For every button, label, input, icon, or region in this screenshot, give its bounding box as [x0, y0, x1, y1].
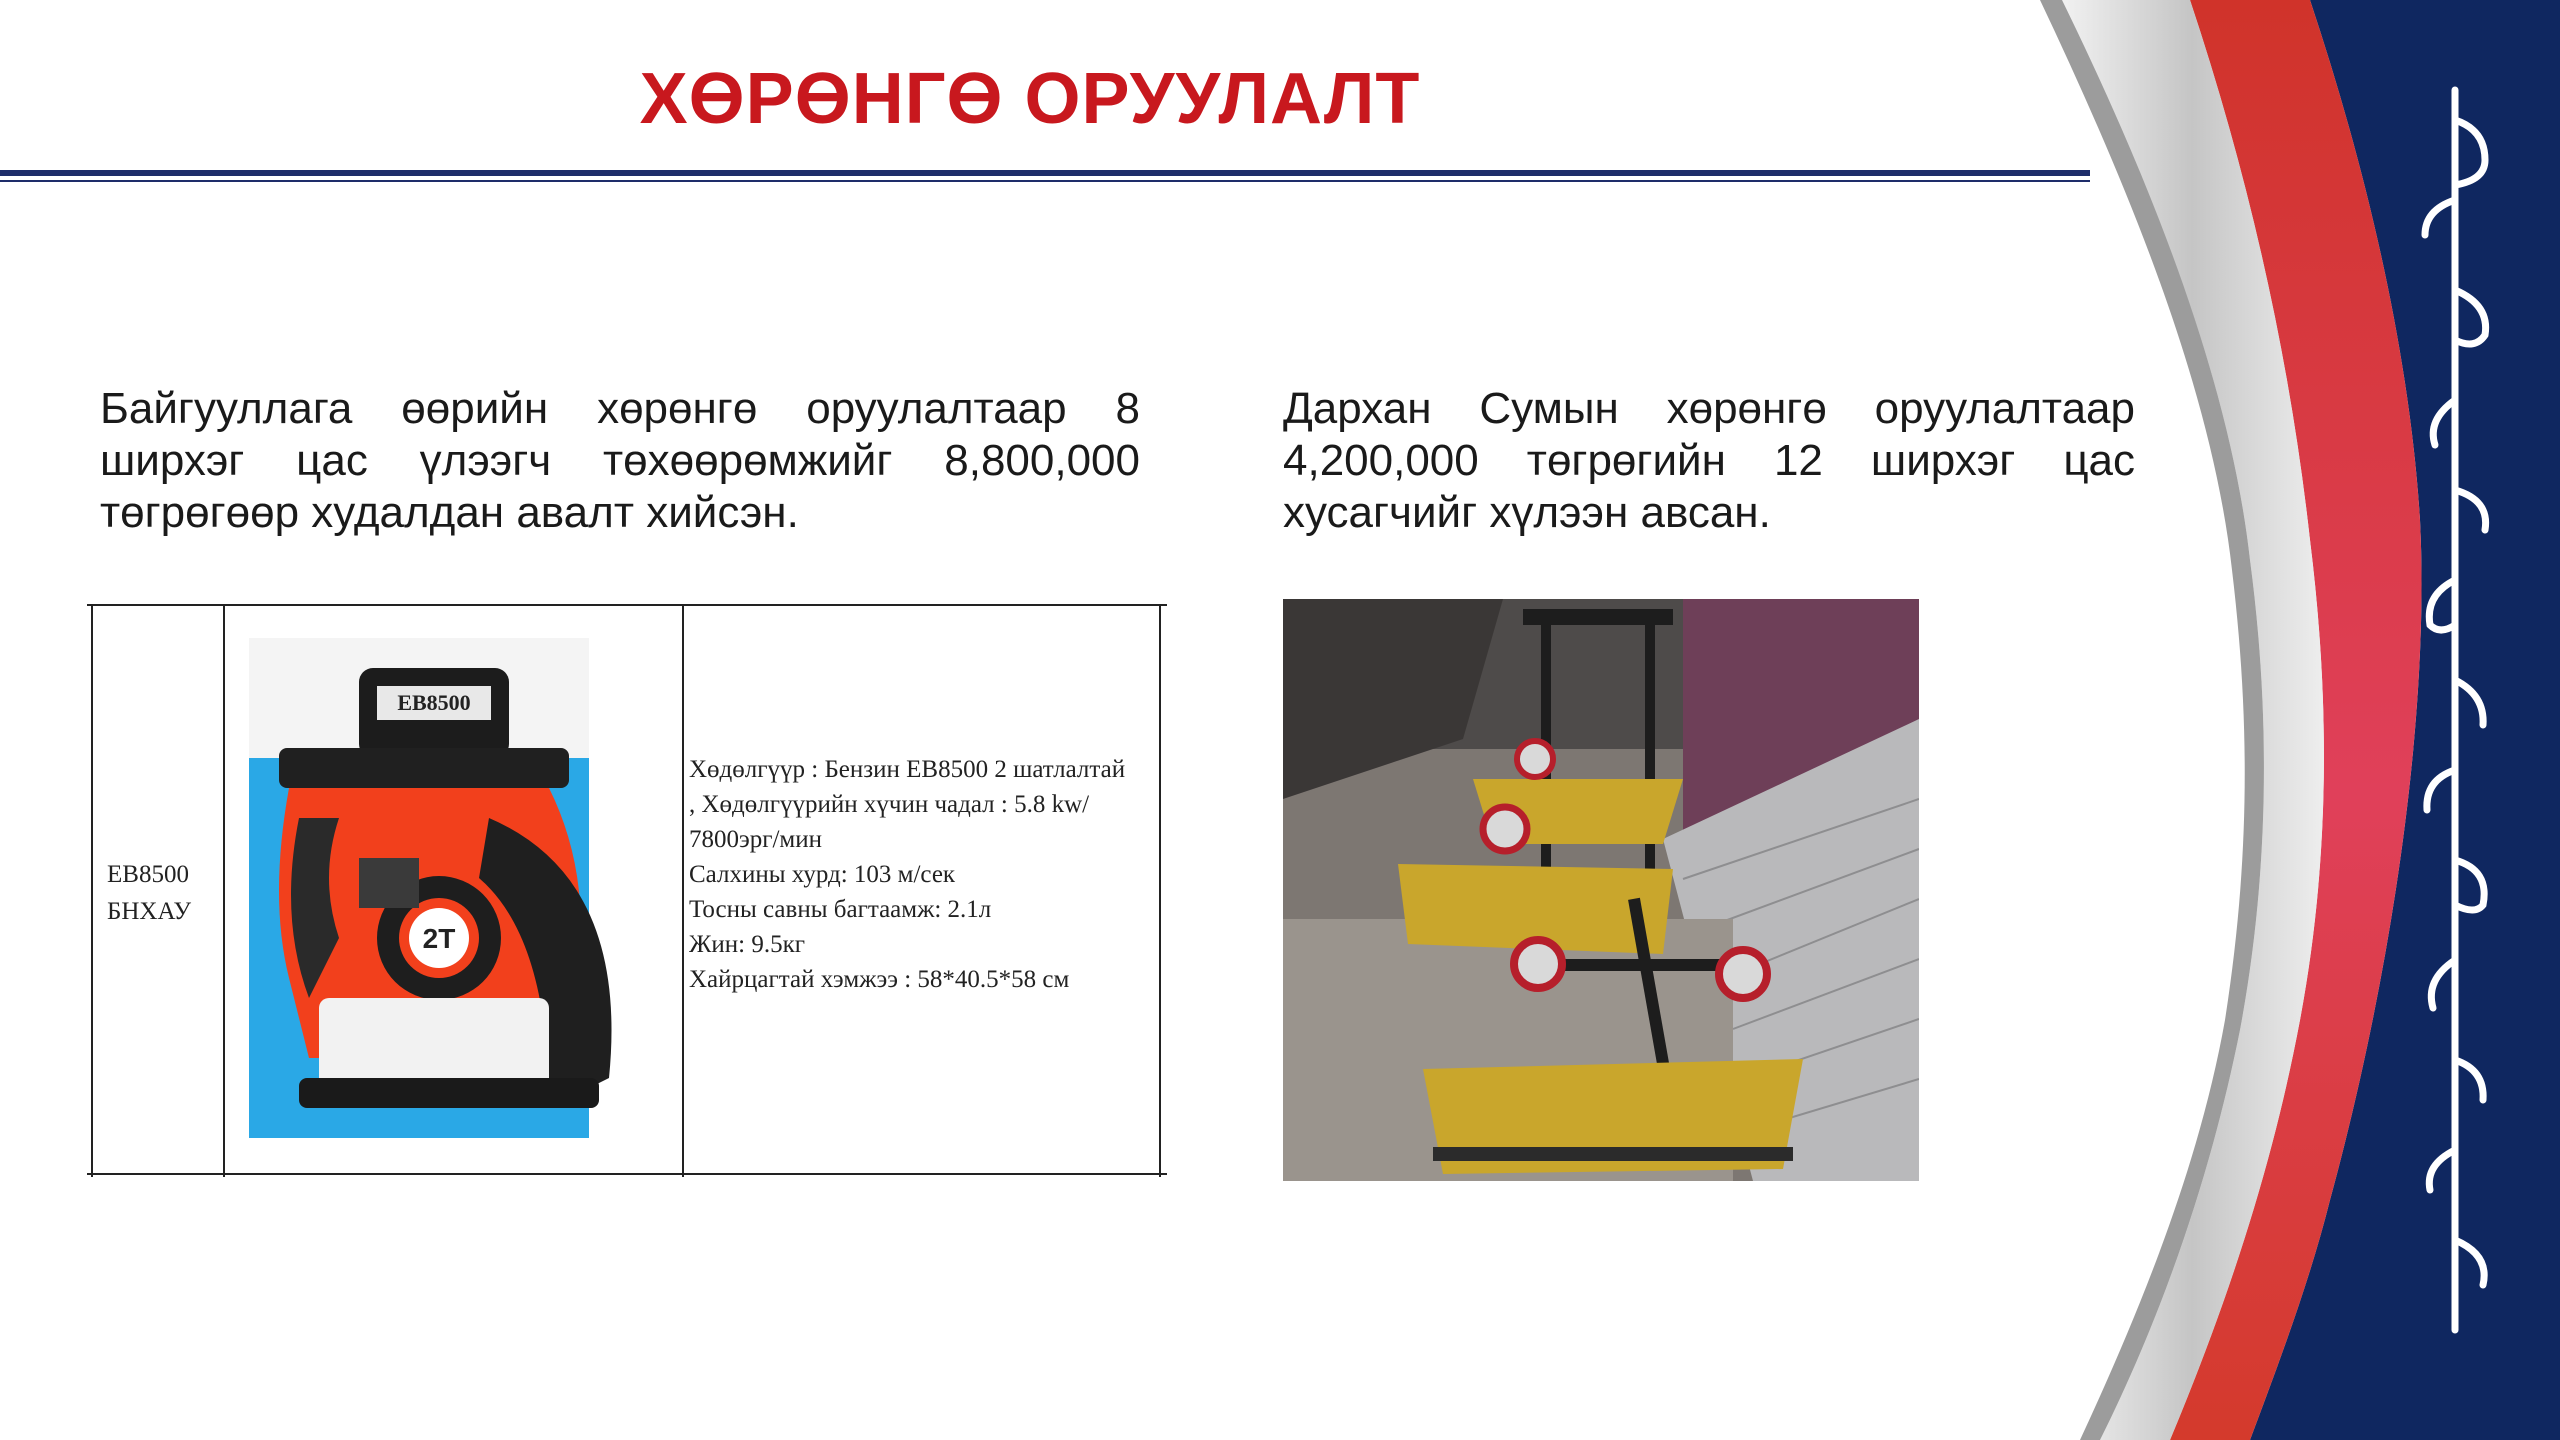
blower-photo — [249, 638, 661, 1138]
spec-item: Хөдөлгүүр : Бензин EB8500 2 шатлалтай — [689, 756, 1126, 783]
model-name: EB8500 — [107, 861, 189, 888]
left-paragraph: Байгууллага өөрийн хөрөнгө оруулалтаар 8 ширхэг цас үлээгч төхөөрөмжийг 8,800,000 төгрөгөөр худалдан авалт хийсэн. — [100, 384, 1140, 537]
vertical-script-decor — [2400, 80, 2510, 1340]
right-paragraph: Дархан Сумын хөрөнгө оруулалтаар 4,200,000 төгрөгийн 12 ширхэг цас хусагчийг хүлээн авсан. — [1283, 384, 2135, 537]
snow-plow-photo — [1283, 599, 1919, 1181]
header-rule-thick — [0, 170, 2090, 176]
spec-item: Тосны савны багтаамж: 2.1л — [689, 896, 992, 923]
table-left-border — [91, 604, 93, 1177]
table-col-divider-1 — [223, 604, 225, 1177]
model-cell — [107, 856, 217, 930]
spec-item: , Хөдөлгүүрийн хүчин чадал : 5.8 kw/ — [689, 791, 1090, 818]
table-top-border — [87, 604, 1167, 606]
table-col-divider-2 — [682, 604, 684, 1177]
slide-title: ХӨРӨНГӨ ОРУУЛАЛТ — [639, 59, 1421, 139]
table-bottom-border — [87, 1173, 1167, 1175]
spec-item: Жин: 9.5кг — [689, 931, 806, 958]
blower-illustration — [249, 638, 661, 1138]
engine-badge-text: 2T — [422, 923, 456, 954]
spec-item: 7800эрг/мин — [689, 826, 823, 853]
snow-plow-illustration — [1283, 599, 1919, 1181]
spec-list — [689, 752, 1249, 997]
spec-table — [87, 604, 1167, 1177]
header-rule-thin — [0, 180, 2090, 182]
model-origin: БНХАУ — [107, 898, 192, 925]
spec-item: Хайрцагтай хэмжээ : 58*40.5*58 см — [689, 966, 1070, 993]
model-plate-text: EB8500 — [397, 690, 471, 715]
spec-item: Салхины хурд: 103 м/сек — [689, 861, 956, 888]
